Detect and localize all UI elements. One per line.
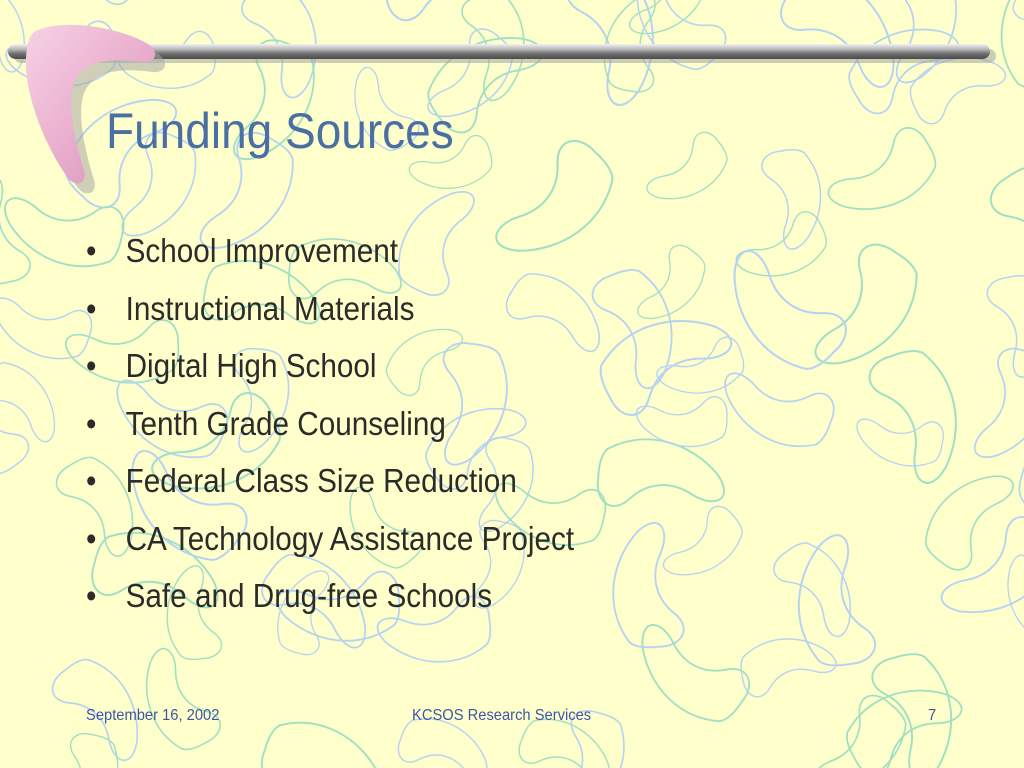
list-item: [86, 232, 574, 290]
boomerang-pattern-shape: [0, 298, 93, 361]
boomerang-pattern-shape: [1019, 449, 1024, 518]
boomerang-pattern-shape: [140, 0, 228, 2]
boomerang-pattern-shape: [0, 354, 74, 444]
boomerang-pattern-shape: [813, 236, 927, 383]
boomerang-pattern-shape: [856, 414, 945, 470]
list-item: [86, 462, 574, 520]
list-item: [86, 290, 574, 348]
boomerang-pattern-shape: [705, 247, 858, 382]
boomerang-pattern-shape: [975, 265, 1024, 379]
boomerang-pattern-shape: [654, 327, 753, 414]
bullet-icon: •: [86, 347, 97, 384]
boomerang-pattern-shape: [973, 345, 1024, 466]
bullet-text: CA Technology Assistance Project: [125, 519, 575, 557]
boomerang-pattern-shape: [810, 686, 915, 768]
boomerang-pattern-shape: [825, 115, 948, 238]
boomerang-pattern-shape: [260, 720, 385, 768]
boomerang-pattern-shape: [636, 239, 712, 333]
bullet-list: [86, 232, 628, 635]
boomerang-pattern-shape: [976, 152, 1024, 295]
boomerang-pattern-shape: [622, 622, 758, 731]
boomerang-pattern-shape: [917, 457, 1016, 578]
bullet-icon: •: [86, 404, 97, 442]
bullet-text: Digital High School: [125, 347, 377, 384]
boomerang-pattern-shape: [938, 504, 1024, 642]
bullet-icon: •: [86, 289, 97, 327]
footer-page-number: 7: [928, 707, 937, 724]
list-item: [86, 520, 574, 578]
boomerang-pattern-shape: [62, 733, 118, 768]
footer-date: September 16, 2002: [86, 707, 220, 724]
list-item: [86, 577, 574, 635]
slide-title: Funding Sources: [106, 103, 454, 159]
boomerang-pattern-shape: [854, 337, 989, 487]
footer-organization: KCSOS Research Services: [412, 707, 592, 724]
list-item: [86, 405, 574, 463]
boomerang-pattern-shape: [857, 641, 980, 768]
boomerang-pattern-shape: [615, 0, 736, 79]
boomerang-pattern-shape: [661, 497, 751, 595]
bullet-text: Instructional Materials: [125, 289, 415, 327]
list-item: [86, 347, 574, 405]
bullet-text: Federal Class Size Reduction: [125, 462, 517, 499]
bullet-text: School Improvement: [125, 232, 398, 269]
bullet-icon: •: [86, 232, 97, 269]
bullet-text: Tenth Grade Counseling: [125, 404, 446, 442]
bullet-icon: •: [86, 577, 97, 614]
boomerang-pattern-shape: [77, 0, 203, 17]
boomerang-pattern-shape: [372, 0, 524, 36]
bullet-icon: •: [86, 462, 97, 499]
boomerang-pattern-shape: [719, 372, 837, 450]
bullet-icon: •: [86, 519, 97, 557]
bullet-text: Safe and Drug-free Schools: [125, 577, 493, 614]
